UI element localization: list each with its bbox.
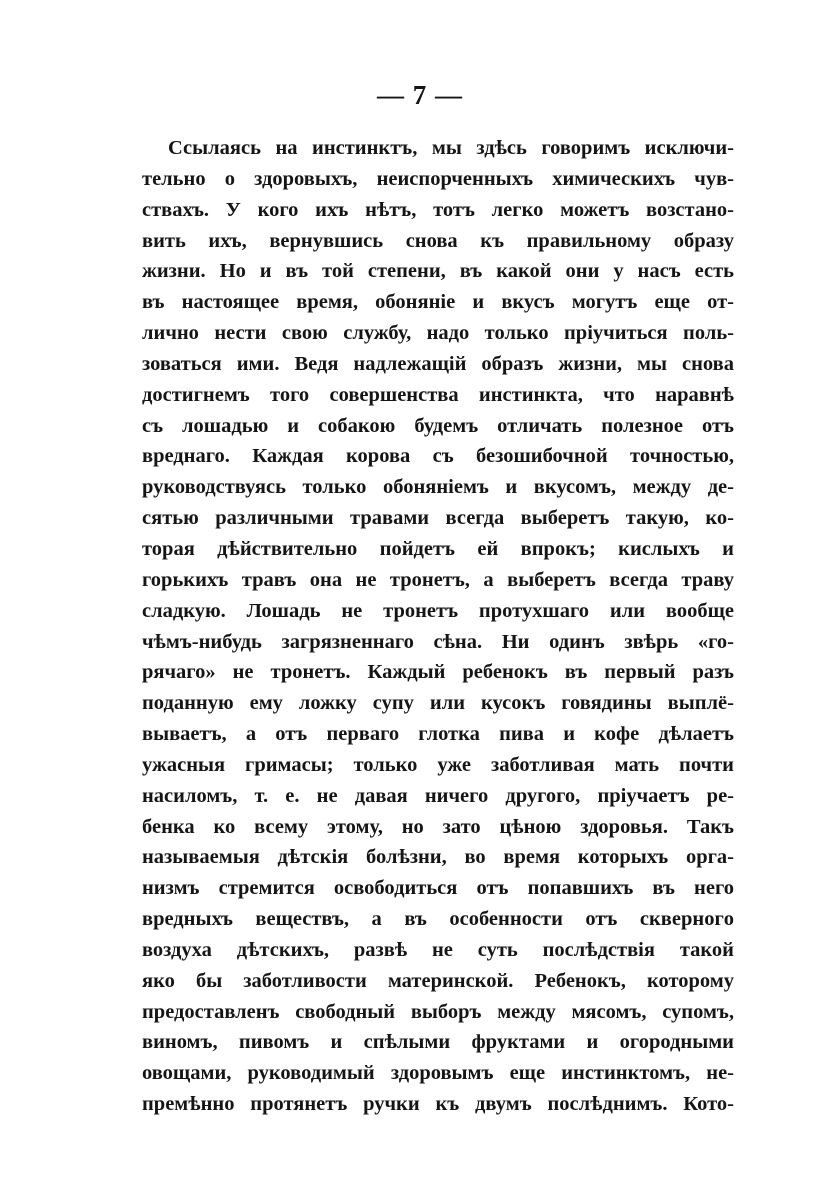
text-line: овощами, руководимый здоровымъ еще инстинктомъ, не-	[142, 1062, 734, 1085]
text-line: яко бы заботливости материнской. Ребенокъ, которому	[142, 969, 734, 992]
text-line: чѣмъ-нибудь загрязненнаго сѣна. Ни одинъ звѣрь «го-	[142, 630, 734, 653]
text-line: жизни. Но и въ той степени, въ какой они у насъ есть	[142, 260, 734, 283]
text-line: премѣнно протянетъ ручки къ двумъ послѣднимъ. Кото-	[142, 1093, 734, 1116]
text-line: Ссылаясь на инстинктъ, мы здѣсь говоримъ исключи-	[168, 137, 734, 159]
text-line: воздуха дѣтскихъ, развѣ не суть послѣдствія такой	[142, 938, 734, 961]
text-line: бенка ко всему этому, но зато цѣною здоровья. Такъ	[142, 815, 734, 838]
text-line: вить ихъ, вернувшись снова къ правильному образу	[142, 229, 734, 252]
text-line: виномъ, пивомъ и спѣлыми фруктами и огородными	[142, 1031, 734, 1054]
text-line: съ лошадью и собакою будемъ отличать полезное отъ	[142, 414, 734, 437]
text-line: торая дѣйствительно пойдетъ ей впрокъ; кислыхъ и	[142, 537, 734, 560]
page-number: — 7 —	[377, 80, 463, 110]
text-line: рячаго» не тронетъ. Каждый ребенокъ въ первый разъ	[142, 661, 734, 684]
text-line: лично нести свою службу, надо только пріучиться поль-	[142, 322, 734, 345]
text-line: тельно о здоровыхъ, неиспорченныхъ химическихъ чув-	[142, 167, 734, 190]
text-line: вредныхъ веществъ, а въ особенности отъ скверногo	[142, 908, 734, 931]
text-line: вываетъ, а отъ перваго глотка пива и кофе дѣлаетъ	[142, 723, 734, 746]
text-line: сятью различными травами всегда выберетъ такую, ко-	[142, 507, 734, 530]
text-line: предоставленъ свободный выборъ между мясомъ, супомъ,	[142, 1000, 734, 1023]
text-line: называемыя дѣтскія болѣзни, во время которыхъ орга-	[142, 846, 734, 869]
text-line: горькихъ травъ она не тронетъ, а выберетъ всегда траву	[142, 568, 734, 591]
text-line: зоваться ими. Ведя надлежащій образъ жизни, мы снова	[142, 352, 734, 375]
text-line: руководствуясь только обоняніемъ и вкусомъ, между де-	[142, 476, 734, 499]
text-line: низмъ стремится освободиться отъ попавшихъ въ него	[142, 877, 734, 900]
text-line: поданную ему ложку супу или кусокъ говядины выплё-	[142, 692, 734, 715]
text-line: въ настоящее время, обоняніе и вкусъ могутъ еще от-	[142, 291, 734, 314]
text-line: ужасныя гримасы; только уже заботливая мать почти	[142, 753, 734, 776]
text-line: ствахъ. У кого ихъ нѣтъ, тотъ легко можетъ возстано-	[142, 198, 734, 221]
text-line: достигнемъ того совершенства инстинкта, что наравнѣ	[142, 383, 734, 406]
text-line: вреднаго. Каждая корова съ безошибочной точностью,	[142, 445, 734, 468]
text-line: сладкую. Лошадь не тронетъ протухшаго или вообще	[142, 599, 734, 622]
text-line: насиломъ, т. е. не давая ничего другого, пріучаетъ ре-	[142, 784, 734, 807]
body-text	[142, 133, 734, 1120]
